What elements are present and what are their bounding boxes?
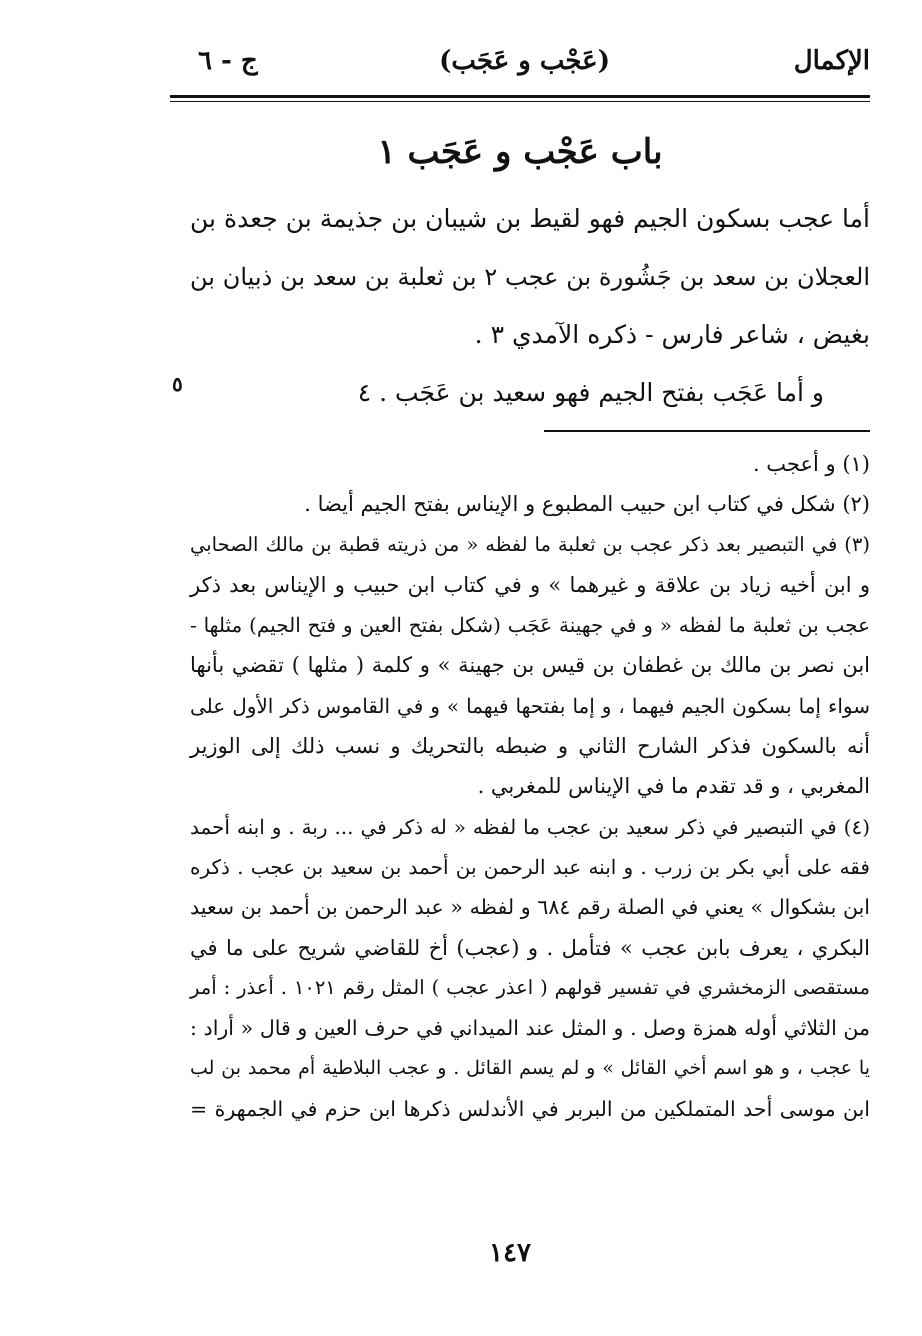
main-text-line: و أما عَجَب بفتح الجيم فهو سعيد بن عَجَب . ٤ [357, 378, 824, 407]
running-header [170, 46, 870, 94]
footnote-line: البكري ، يعرف بابن عجب » فتأمل . و (عجب) أخ للقاضي شريح على ما في [190, 935, 870, 960]
header-rule-thick [170, 95, 870, 98]
footnote-line: ابن موسى أحد المتملكين من البربر في الأندلس ذكرها ابن حزم في الجمهرة = [190, 1096, 870, 1121]
running-title: (عَجْب و عَجَب) [439, 46, 610, 76]
footnote-line: سواء إما بسكون الجيم فيهما ، و إما بفتحها فيهما » و في القاموس ذكر الأول على [190, 693, 870, 718]
footnote-line: المغربي ، و قد تقدم ما في الإيناس للمغربي . [477, 774, 870, 799]
footnote-line: (١) و أعجب . [752, 452, 870, 476]
footnote-line: يا عجب ، و هو اسم أخي القائل » و لم يسم القائل . و عجب البلاطية أم محمد بن لب [190, 1057, 870, 1080]
footnote-line: فقه على أبي بكر بن زرب . و ابنه عبد الرحمن بن أحمد بن سعيد بن عجب . ذكره [190, 854, 870, 879]
footnote-line: من الثلاثي أوله همزة وصل . و المثل عند الميداني في حرف العين و قال « أراد : [190, 1016, 870, 1041]
footnote-line: (٢) شكل في كتاب ابن حبيب المطبوع و الإيناس بفتح الجيم أيضا . [304, 492, 870, 517]
line-number: ٥ [172, 372, 183, 396]
footnote-line: (٤) في التبصير في ذكر سعيد بن عجب ما لفظه « له ذكر في ... ربة . و ابنه أحمد [190, 814, 870, 839]
footnote-rule [544, 430, 870, 432]
volume-label: ج - ٦ [198, 46, 258, 76]
main-text-line: العجلان بن سعد بن جَشُورة بن عجب ٢ بن ثعلبة بن سعد بن ذبيان بن [190, 263, 871, 291]
main-text [190, 190, 870, 422]
footnote-line: و ابن أخيه زياد بن علاقة و غيرهما » و في كتاب ابن حبيب و الإيناس بعد ذكر [190, 572, 870, 597]
footnotes [190, 444, 870, 1129]
main-text-line: بغيض ، شاعر فارس - ذكره الآمدي ٣ . [474, 320, 870, 349]
footnote-line: أنه بالسكون فذكر الشارح الثاني و ضبطه بالتحريك و نسب ذلك إلى الوزير [190, 734, 870, 759]
main-text-line: أما عجب بسكون الجيم فهو لقيط بن شيبان بن جذيمة بن جعدة بن [190, 204, 870, 233]
footnote-line: ابن بشكوال » يعني في الصلة رقم ٦٨٤ و لفظه « عبد الرحمن بن أحمد بن سعيد [190, 895, 870, 920]
footnote-line: عجب بن ثعلبة ما لفظه « و في جهينة عَجَب (شكل بفتح العين و فتح الجيم) مثلها - [190, 613, 870, 638]
footnote-line: ابن نصر بن مالك بن غطفان بن قيس بن جهينة » و كلمة ( مثلها ) تقضي بأنها [190, 653, 870, 678]
chapter-title: باب عَجْب و عَجَب ١ [377, 132, 663, 172]
page-number: ١٤٧ [489, 1238, 531, 1268]
footnote-line: مستقصى الزمخشري في تفسير قولهم ( اعذر عجب ) المثل رقم ١٠٢١ . أعذر : أمر [190, 975, 870, 999]
book-title: الإكمال [793, 46, 870, 76]
header-rule-thin [170, 101, 870, 102]
footnote-line: (٣) في التبصير بعد ذكر عجب بن ثعلبة ما لفظه « من ذريته قطبة بن مالك الصحابي [190, 532, 870, 556]
